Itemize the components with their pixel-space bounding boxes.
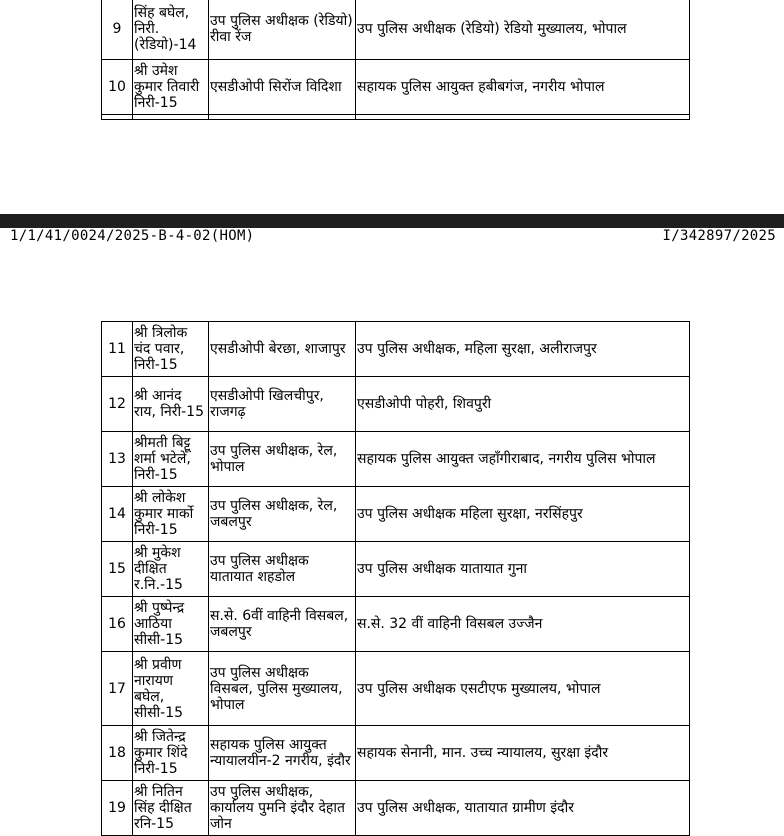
new-posting: उप पुलिस अधीक्षक, महिला सुरक्षा, अलीराजपुर [356,322,690,377]
current-posting: उप पुलिस अधीक्षक यातायात शहडोल [209,542,356,597]
table-row [102,597,690,652]
officer-name: श्री लोकेश कुमार मार्को निरी-15 [133,487,209,542]
serial-number: 11 [102,322,133,377]
new-posting: उप पुलिस अधीक्षक महिला सुरक्षा, नरसिंहपुर [356,487,690,542]
current-posting: एसडीओपी सिरोंज विदिशा [209,60,356,115]
current-posting: एसडीओपी खिलचीपुर, राजगढ़ [209,377,356,432]
serial-number: 9 [102,0,133,60]
officer-name: श्रीमती बिट्टू शर्मा भटेले, निरी-15 [133,432,209,487]
new-posting: स.से. 32 वीं वाहिनी विसबल उज्जैन [356,597,690,652]
current-posting: उप पुलिस अधीक्षक (रेडियो) रीवा रेंज [209,0,356,60]
new-posting: उप पुलिस अधीक्षक यातायात गुना [356,542,690,597]
officer-name: श्री जितेन्द्र कुमार शिंदे निरी-15 [133,726,209,781]
table-row [102,0,690,60]
current-posting: उप पुलिस अधीक्षक, रेल, जबलपुर [209,487,356,542]
table-row [102,377,690,432]
new-posting: सहायक सेनानी, मान. उच्च न्यायालय, सुरक्षा इंदौर [356,726,690,781]
table-row [102,652,690,726]
serial-number: 18 [102,726,133,781]
officer-name: श्री उमेश कुमार तिवारी निरी-15 [133,60,209,115]
page-separator [0,214,784,228]
transfer-table-bottom [101,321,690,836]
new-posting: एसडीओपी पोहरी, शिवपुरी [356,377,690,432]
serial-number: 16 [102,597,133,652]
current-posting: उप पुलिस अधीक्षक विसबल, पुलिस मुख्यालय, भोपाल [209,652,356,726]
new-posting: उप पुलिस अधीक्षक (रेडियो) रेडियो मुख्यालय, भोपाल [356,0,690,60]
table-row [102,432,690,487]
transfer-table-top [101,0,690,120]
document-number: I/342897/2025 [662,228,776,244]
current-posting: उप पुलिस अधीक्षक, कार्यालय पुमनि इंदौर देहात जोन [209,781,356,836]
table-row [102,781,690,836]
new-posting: सहायक पुलिस आयुक्त जहाँगीराबाद, नगरीय पुलिस भोपाल [356,432,690,487]
serial-number: 19 [102,781,133,836]
officer-name: श्री त्रिलोक चंद पवार, निरी-15 [133,322,209,377]
officer-name: सिंह बघेल, निरी. (रेडियो)-14 [133,0,209,60]
officer-name: श्री प्रवीण नारायण बघेल, सीसी-15 [133,652,209,726]
current-posting: एसडीओपी बेरछा, शाजापुर [209,322,356,377]
table-row [102,322,690,377]
new-posting: उप पुलिस अधीक्षक एसटीएफ मुख्यालय, भोपाल [356,652,690,726]
officer-name: श्री पुष्पेन्द्र आठिया सीसी-15 [133,597,209,652]
officer-name: श्री आनंद राय, निरी-15 [133,377,209,432]
serial-number: 13 [102,432,133,487]
serial-number: 17 [102,652,133,726]
officer-name: श्री नितिन सिंह दीक्षित रनि-15 [133,781,209,836]
current-posting: उप पुलिस अधीक्षक, रेल, भोपाल [209,432,356,487]
serial-number: 12 [102,377,133,432]
serial-number: 14 [102,487,133,542]
officer-name: श्री मुकेश दीक्षित र.नि.-15 [133,542,209,597]
new-posting: उप पुलिस अधीक्षक, यातायात ग्रामीण इंदौर [356,781,690,836]
current-posting: स.से. 6वीं वाहिनी विसबल, जबलपुर [209,597,356,652]
table-row [102,60,690,115]
current-posting: सहायक पुलिस आयुक्त न्यायालयीन-2 नगरीय, इंदौर [209,726,356,781]
table-row [102,542,690,597]
table-row-partial [102,115,690,120]
serial-number: 10 [102,60,133,115]
file-number: 1/1/41/0024/2025-B-4-02(HOM) [10,228,255,244]
table-row [102,726,690,781]
serial-number: 15 [102,542,133,597]
new-posting: सहायक पुलिस आयुक्त हबीबगंज, नगरीय भोपाल [356,60,690,115]
table-row [102,487,690,542]
